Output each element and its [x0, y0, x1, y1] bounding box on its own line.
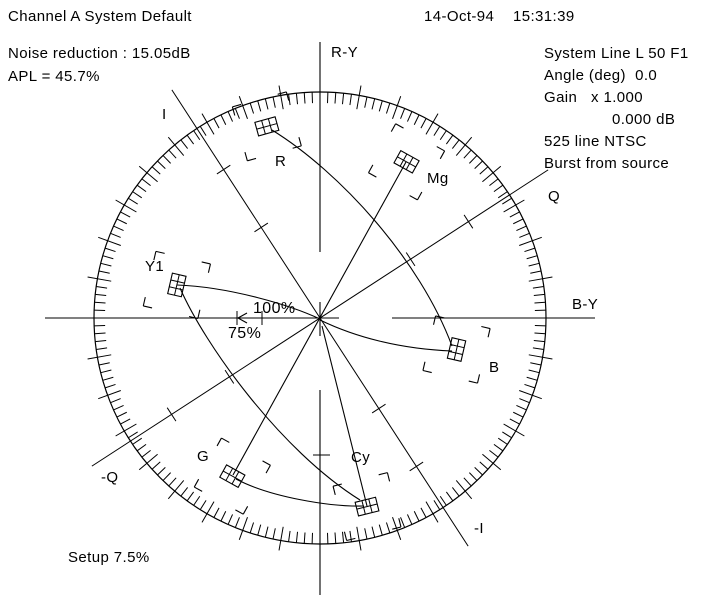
apl-readout: APL = 45.7%: [8, 68, 100, 85]
target-box-mg: [394, 151, 419, 173]
burst-source-readout: Burst from source: [544, 155, 670, 172]
target-label-cy: Cy: [351, 449, 371, 466]
target-label-mg: Mg: [427, 170, 449, 187]
burst-75-label: 75%: [228, 325, 262, 342]
target-label-b: B: [489, 359, 500, 376]
target-label-y1: Y1: [145, 258, 165, 275]
axis-label-r-y: R-Y: [331, 44, 359, 61]
noise-reduction-readout: Noise reduction : 15.05dB: [8, 45, 191, 62]
axis-label-q: Q: [548, 188, 561, 205]
axis-label-i: I: [162, 106, 167, 123]
burst-100-label: 100%: [253, 300, 296, 317]
standard-readout: 525 line NTSC: [544, 133, 647, 150]
target-box-g: [220, 465, 245, 487]
time-label: 15:31:39: [513, 8, 575, 25]
system-line-readout: System Line L 50 F1: [544, 45, 689, 62]
axis-label-b-y: B-Y: [572, 296, 599, 313]
date-label: 14-Oct-94: [424, 8, 495, 25]
setup-readout: Setup 7.5%: [68, 549, 150, 566]
target-box-r: [255, 117, 279, 136]
axis-label-neg-i: -I: [474, 520, 484, 537]
color-targets: [143, 92, 490, 541]
channel-title: Channel A System Default: [8, 8, 192, 25]
target-label-g: G: [197, 448, 210, 465]
axis-label-neg-q: -Q: [101, 469, 119, 486]
gain-readout: Gain x 1.000: [544, 89, 643, 106]
angle-readout: Angle (deg) 0.0: [544, 67, 658, 84]
gain-db-readout: 0.000 dB: [612, 111, 676, 128]
target-label-r: R: [275, 153, 287, 170]
